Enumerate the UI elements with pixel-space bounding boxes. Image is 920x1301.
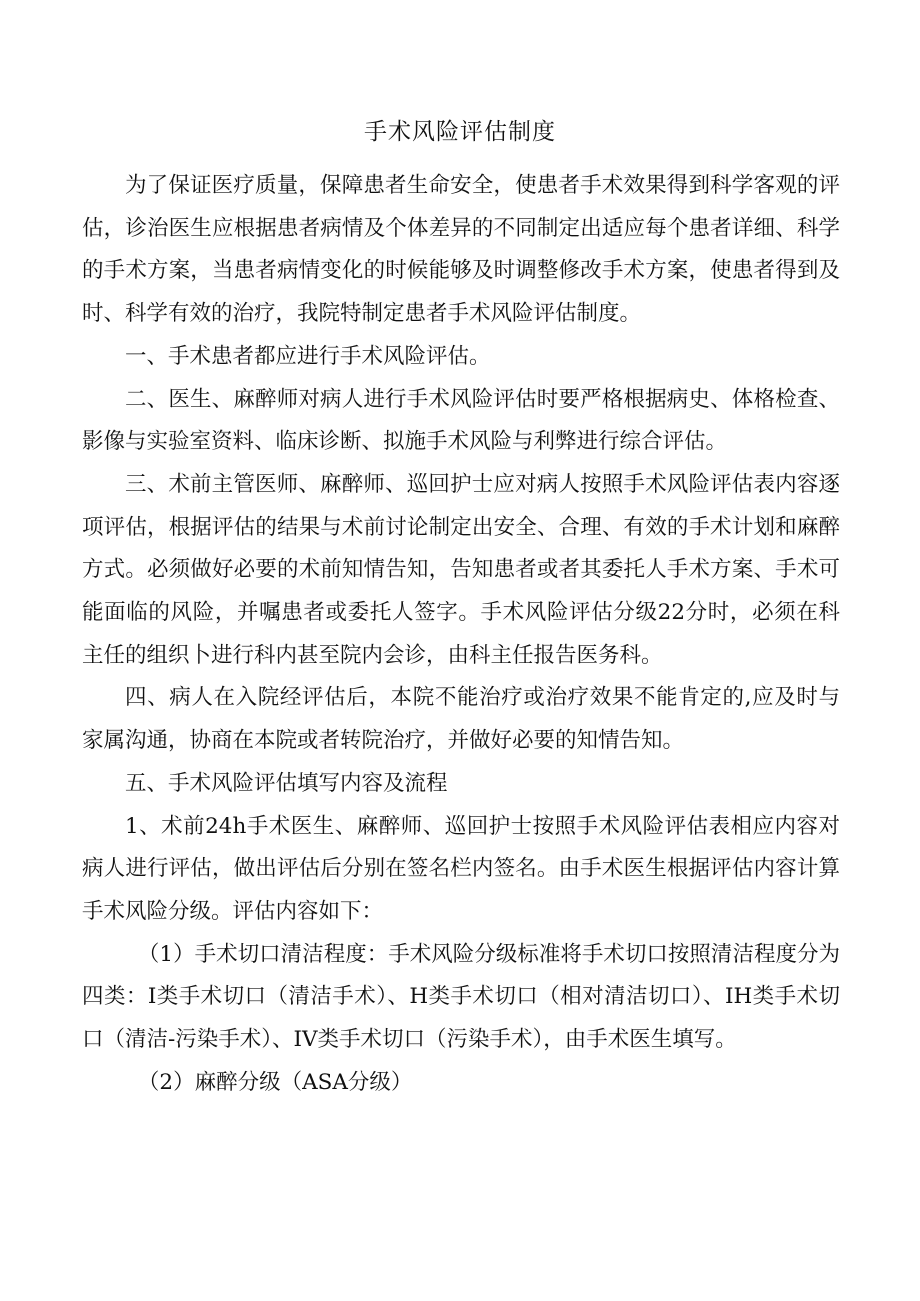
clause-4: 四、病人在入院经评估后，本院不能治疗或治疗效果不能肯定的,应及时与家属沟通，协商在本院或者转院治疗，并做好必要的知情告知。 [82, 685, 840, 754]
clause-1: 一、手术患者都应进行手术风险评估。 [125, 343, 491, 369]
intro-paragraph: 为了保证医疗质量，保障患者生命安全，使患者手术效果得到科学客观的评估，诊治医生应根据患者病情及个体差异的不同制定出适应每个患者详细、科学的手术方案，当患者病情变化的时候能够及时调整修改手术方案，使患者得到及时、科学有效的治疗，我院特制定患者手术风险评估制度。 [82, 173, 840, 327]
clause-3: 三、术前主管医师、麻醉师、巡回护士应对病人按照手术风险评估表内容逐项评估，根据评估的结果与术前讨论制定出安全、合理、有效的手术计划和麻醉方式。必须做好必要的术前知情告知，告知患者或者其委托人手术方案、手术可能面临的风险，并嘱患者或委托人签字。手术风险评估分级22分时，必须在科主任的组织卜进行科内甚至院内会诊，由科主任报告医务科。 [82, 471, 840, 668]
clause-5-item-1: 1、术前24h手术医生、麻醉师、巡回护士按照手术风险评估表相应内容对病人进行评估，做出评估后分别在签名栏内签名。由手术医生根据评估内容计算手术风险分级。评估内容如下： [82, 813, 840, 924]
clause-5-subitem-2: （2）麻醉分级（ASA分级） [137, 1069, 413, 1095]
document-body [82, 165, 840, 1104]
document-title: 手术风险评估制度 [364, 119, 556, 145]
clause-2: 二、医生、麻醉师对病人进行手术风险评估时要严格根据病史、体格检查、影像与实验室资料、临床诊断、拟施手术风险与利弊进行综合评估。 [82, 386, 840, 455]
clause-5-heading: 五、手术风险评估填写内容及流程 [125, 770, 448, 796]
clause-5-subitem-1: （1）手术切口清洁程度：手术风险分级标准将手术切口按照清洁程度分为四类：I类手术切口（清洁手术）、H类手术切口（相对清洁切口）、IH类手术切口（清洁-污染手术）、IV类手术切口（污染手术），由手术医生填写。 [82, 941, 840, 1053]
